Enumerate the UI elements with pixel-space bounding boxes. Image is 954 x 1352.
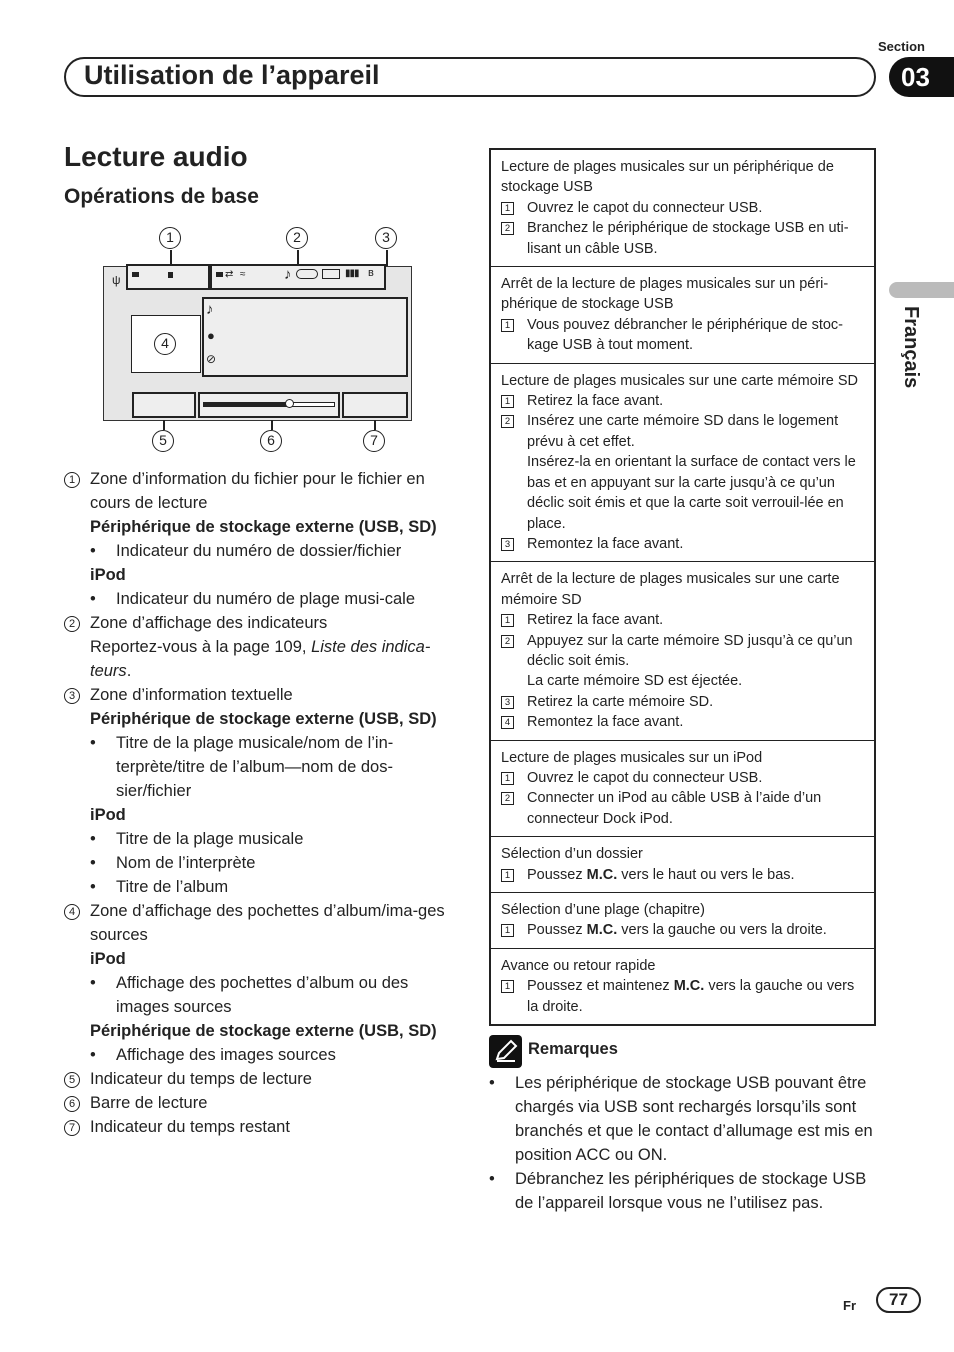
step-extra-text: La carte mémoire SD est éjectée.	[527, 673, 743, 690]
table-row	[491, 267, 874, 364]
item-text: Indicateur du temps restant	[90, 1118, 290, 1136]
sub-heading: iPod	[90, 806, 126, 824]
artist-icon: ●	[207, 328, 215, 343]
callout-2: 2	[286, 227, 308, 249]
repeat-icon: ⇄	[225, 269, 234, 280]
list-item	[64, 683, 454, 707]
row-title: Sélection d’un dossier	[501, 846, 643, 863]
list-item	[64, 1115, 454, 1139]
item-text: Barre de lecture	[90, 1094, 208, 1112]
leader-line	[297, 250, 299, 264]
bullet-text: Indicateur du numéro de dossier/fichier	[116, 542, 402, 560]
bluetooth-icon: ʙ	[368, 267, 374, 279]
item-number: 6	[64, 1096, 80, 1112]
bullet-item: • Titre de la plage musicale/nom de l’in-terprète/titre de l’album—nom de dos-sier/fichier	[90, 731, 454, 803]
album-icon: ⊘	[206, 352, 217, 366]
list-item	[64, 1091, 454, 1115]
step-number: 1	[501, 319, 514, 332]
step-number: 1	[501, 202, 514, 215]
row-title: Avance ou retour rapide	[501, 957, 656, 974]
table-row	[491, 893, 874, 949]
file-info-area	[126, 264, 210, 290]
progress-fill	[203, 402, 289, 407]
step-number: 2	[501, 792, 514, 805]
step-number: 1	[501, 924, 514, 937]
step-text: vers la gauche ou vers la droite.	[621, 922, 827, 939]
section-label: Section	[878, 39, 925, 54]
step	[501, 315, 864, 356]
step	[501, 768, 864, 788]
step	[501, 631, 864, 692]
usb-icon: ψ	[112, 273, 121, 287]
step	[501, 534, 864, 554]
row-title: Lecture de plages musicales sur un périphérique de stockage USB	[501, 159, 834, 196]
step-number: 1	[501, 869, 514, 882]
file-icon	[168, 272, 173, 278]
row-title: Sélection d’une plage (chapitre)	[501, 902, 705, 918]
section-number: 03	[889, 57, 954, 97]
table-row	[491, 562, 874, 740]
callout-1: 1	[159, 227, 181, 249]
callout-description-list	[64, 467, 454, 1139]
item-number: 5	[64, 1072, 80, 1088]
reference-text	[90, 635, 454, 683]
table-row	[491, 949, 874, 1024]
list-item	[64, 611, 454, 635]
playback-time-box	[132, 392, 196, 418]
list-item	[64, 467, 454, 515]
step-number: 2	[501, 635, 514, 648]
remark-item: • Débranchez les périphériques de stockage USB de l’appareil lorsque vous ne l’utilisez pas.	[489, 1167, 879, 1215]
bullet-item: • Titre de la plage musicale	[90, 827, 454, 851]
bullet-item: • Indicateur du numéro de dossier/fichier	[90, 539, 454, 563]
reference-suffix: .	[126, 662, 132, 680]
remark-text: Débranchez les périphériques de stockage USB de l’appareil lorsque vous ne l’utilisez pas.	[515, 1170, 867, 1212]
tag-icon	[296, 269, 318, 279]
row-title: Arrêt de la lecture de plages musicales sur une carte mémoire SD	[501, 571, 840, 608]
step	[501, 788, 864, 829]
step-number: 3	[501, 538, 514, 551]
page-heading: Lecture audio	[64, 141, 248, 172]
callout-7: 7	[363, 430, 385, 452]
progress-knob	[285, 399, 294, 408]
bullet-text: Affichage des pochettes d’album ou des images sources	[116, 974, 409, 1016]
step	[501, 712, 864, 732]
callout-6: 6	[260, 430, 282, 452]
table-row	[491, 837, 874, 893]
text-info-area	[202, 297, 408, 377]
step	[501, 865, 864, 885]
step	[501, 610, 864, 630]
item-text: Zone d’affichage des pochettes d’album/ima-ges sources	[90, 902, 445, 944]
item-text: Zone d’information du fichier pour le fichier en cours de lecture	[90, 470, 425, 512]
list-item	[64, 1067, 454, 1091]
step-number: 3	[501, 696, 514, 709]
step-text: Retirez la face avant.	[527, 393, 664, 410]
item-number: 1	[64, 472, 80, 488]
row-title: Arrêt de la lecture de plages musicales sur un péri-phérique de stockage USB	[501, 276, 829, 313]
table-row	[491, 741, 874, 838]
remark-text: Les périphérique de stockage USB pouvant être chargés via USB sont rechargés lorsqu’ils sont branchés et que le contact d’allumage est mis en position ACC ou ON.	[515, 1074, 873, 1164]
item-number: 2	[64, 616, 80, 632]
step	[501, 976, 864, 1017]
page-number: 77	[876, 1287, 921, 1313]
chapter-title: Utilisation de l’appareil	[84, 60, 380, 90]
callout-3: 3	[375, 227, 397, 249]
sub-heading: Périphérique de stockage externe (USB, SD)	[90, 710, 437, 728]
item-text: Zone d’affichage des indicateurs	[90, 614, 328, 632]
sub-heading: iPod	[90, 950, 126, 968]
indicator-area	[210, 264, 386, 290]
step-text: Poussez	[527, 922, 583, 939]
table-row	[491, 364, 874, 563]
callout-4: 4	[154, 333, 176, 355]
table-row	[491, 150, 874, 267]
bullet-item: • Indicateur du numéro de plage musi-cale	[90, 587, 454, 611]
list-item	[64, 899, 454, 947]
step-text: Connecter un iPod au câble USB à l’aide d’un connecteur Dock iPod.	[527, 790, 822, 827]
language-tab-marker	[889, 282, 954, 298]
step-text: Retirez la carte mémoire SD.	[527, 693, 714, 710]
bullet-text: Titre de la plage musicale/nom de l’in-terprète/titre de l’album—nom de dos-sier/fichier	[116, 734, 394, 800]
step-text: Ouvrez le capot du connecteur USB.	[527, 769, 763, 786]
step	[501, 198, 864, 218]
bullet-item: • Affichage des pochettes d’album ou des images sources	[90, 971, 454, 1019]
playback-bar-box	[198, 392, 340, 418]
control-name: M.C.	[586, 866, 618, 883]
music-note-icon: ♪	[206, 301, 214, 318]
step	[501, 692, 864, 712]
bullet-text: Nom de l’interprète	[116, 854, 256, 872]
step	[501, 920, 864, 940]
album-art-area	[131, 315, 201, 373]
leader-line	[271, 420, 273, 430]
step-text: Retirez la face avant.	[527, 612, 664, 629]
item-number: 3	[64, 688, 80, 704]
row-title: Lecture de plages musicales sur un iPod	[501, 749, 763, 766]
step-text: Insérez une carte mémoire SD dans le logement prévu à cet effet.	[527, 413, 839, 450]
folder-icon	[132, 272, 139, 277]
folder-icon	[216, 272, 223, 277]
step-text: Poussez	[527, 866, 583, 883]
item-text: Zone d’information textuelle	[90, 686, 293, 704]
row-title: Lecture de plages musicales sur une carte mémoire SD	[501, 372, 859, 389]
control-name: M.C.	[673, 978, 705, 995]
shuffle-icon: ≈	[240, 269, 246, 280]
step-text: Vous pouvez débrancher le périphérique de stoc-kage USB à tout moment.	[527, 316, 843, 354]
callout-5: 5	[152, 430, 174, 452]
sub-heading: Périphérique de stockage externe (USB, SD)	[90, 518, 437, 536]
bullet-text: Titre de l’album	[116, 878, 229, 896]
language-label: Français	[900, 306, 922, 389]
step-text: vers la gauche ou vers la droite.	[527, 978, 855, 1015]
step-extra-text: Insérez-la en orientant la surface de contact vers le bas et en appuyant sur la carte jusqu’à ce qu’un déclic soit émis et que la carte soit verrouil-lée en place.	[527, 454, 856, 532]
step	[501, 391, 864, 411]
signal-icon: ▮▮▮	[345, 268, 359, 279]
reference-link[interactable]: Liste des indica-teurs	[90, 638, 431, 680]
item-text: Indicateur du temps de lecture	[90, 1070, 312, 1088]
remaining-time-box	[342, 392, 408, 418]
sub-heading: iPod	[90, 566, 126, 584]
reference-prefix: Reportez-vous à la page 109,	[90, 638, 307, 656]
display-diagram	[100, 226, 420, 458]
step-number: 2	[501, 415, 514, 428]
step-number: 4	[501, 716, 514, 729]
step	[501, 218, 864, 259]
remark-item: • Les périphérique de stockage USB pouvant être chargés via USB sont rechargés lorsqu’ils sont branchés et que le contact d’allumage est mis en position ACC ou ON.	[489, 1071, 879, 1167]
leader-line	[163, 420, 165, 430]
step-text: Appuyez sur la carte mémoire SD jusqu’à ce qu’un déclic soit émis.	[527, 632, 853, 669]
bullet-text: Affichage des images sources	[116, 1046, 336, 1064]
step	[501, 411, 864, 533]
page-subheading: Opérations de base	[64, 185, 259, 208]
step-text: Branchez le périphérique de stockage USB en uti-lisant un câble USB.	[527, 220, 849, 257]
bullet-item: • Titre de l’album	[90, 875, 454, 899]
footer-language: Fr	[843, 1298, 856, 1313]
item-number: 4	[64, 904, 80, 920]
bullet-item: • Affichage des images sources	[90, 1043, 454, 1067]
step-number: 1	[501, 395, 514, 408]
bullet-text: Indicateur du numéro de plage musi-cale	[116, 590, 416, 608]
operations-table	[489, 148, 876, 1026]
step-text: Ouvrez le capot du connecteur USB.	[527, 199, 763, 216]
remarks-list	[489, 1071, 879, 1215]
leader-line	[374, 420, 376, 430]
step-number: 1	[501, 980, 514, 993]
battery-icon	[322, 269, 340, 279]
remarks-title: Remarques	[528, 1040, 618, 1058]
step-number: 1	[501, 614, 514, 627]
step-text: Remontez la face avant.	[527, 535, 684, 552]
step-text: Poussez et maintenez	[527, 978, 670, 995]
item-number: 7	[64, 1120, 80, 1136]
sub-heading: Périphérique de stockage externe (USB, SD)	[90, 1022, 437, 1040]
step-number: 2	[501, 222, 514, 235]
screen-mockup	[103, 266, 412, 421]
music-note-icon: ♪	[284, 266, 292, 283]
step-number: 1	[501, 772, 514, 785]
leader-line	[170, 250, 172, 264]
step-text: Remontez la face avant.	[527, 714, 684, 731]
pencil-note-icon	[489, 1035, 522, 1068]
control-name: M.C.	[586, 922, 618, 939]
bullet-item: • Nom de l’interprète	[90, 851, 454, 875]
step-text: vers le haut ou vers le bas.	[621, 866, 795, 883]
bullet-text: Titre de la plage musicale	[116, 830, 304, 848]
